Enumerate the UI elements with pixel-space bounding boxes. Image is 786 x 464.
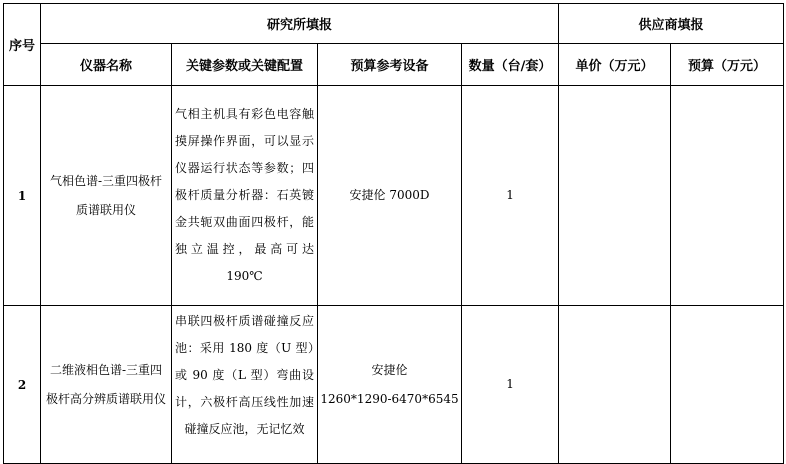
header-budget-ref: 预算参考设备 — [318, 44, 462, 86]
header-seq: 序号 — [4, 4, 41, 86]
procurement-table — [3, 3, 784, 464]
row-key-params: 串联四极杆质谱碰撞反应池：采用 180 度（U 型）或 90 度（L 型）弯曲设计，六极杆高压线性加速碰撞反应池，无记忆效 — [172, 306, 318, 464]
header-institute-group: 研究所填报 — [41, 4, 559, 44]
row-seq: 2 — [4, 306, 41, 464]
header-budget: 预算（万元） — [671, 44, 784, 86]
header-unit-price: 单价（万元） — [559, 44, 671, 86]
table-row — [4, 306, 784, 464]
budget-ref-line: 1260*1290-6470*6545 — [320, 391, 459, 406]
row-budget-ref: 安捷伦 7000D — [318, 86, 462, 306]
table-row — [4, 86, 784, 306]
row-instrument-name: 二维液相色谱-三重四极杆高分辨质谱联用仪 — [41, 306, 172, 464]
header-key-params: 关键参数或关键配置 — [172, 44, 318, 86]
row-budget — [671, 306, 784, 464]
row-seq: 1 — [4, 86, 41, 306]
row-key-params: 气相主机具有彩色电容触摸屏操作界面，可以显示仪器运行状态等参数；四极杆质量分析器：石英镀金共轭双曲面四极杆，能独立温控，最高可达 190℃ — [172, 86, 318, 306]
row-budget — [671, 86, 784, 306]
header-supplier-group: 供应商填报 — [559, 4, 784, 44]
row-unit-price — [559, 86, 671, 306]
budget-ref-line: 安捷伦 — [371, 362, 408, 377]
row-instrument-name: 气相色谱-三重四极杆质谱联用仪 — [41, 86, 172, 306]
row-budget-ref — [318, 306, 462, 464]
row-unit-price — [559, 306, 671, 464]
header-instrument-name: 仪器名称 — [41, 44, 172, 86]
header-quantity: 数量（台/套） — [462, 44, 559, 86]
row-quantity: 1 — [462, 86, 559, 306]
row-quantity: 1 — [462, 306, 559, 464]
